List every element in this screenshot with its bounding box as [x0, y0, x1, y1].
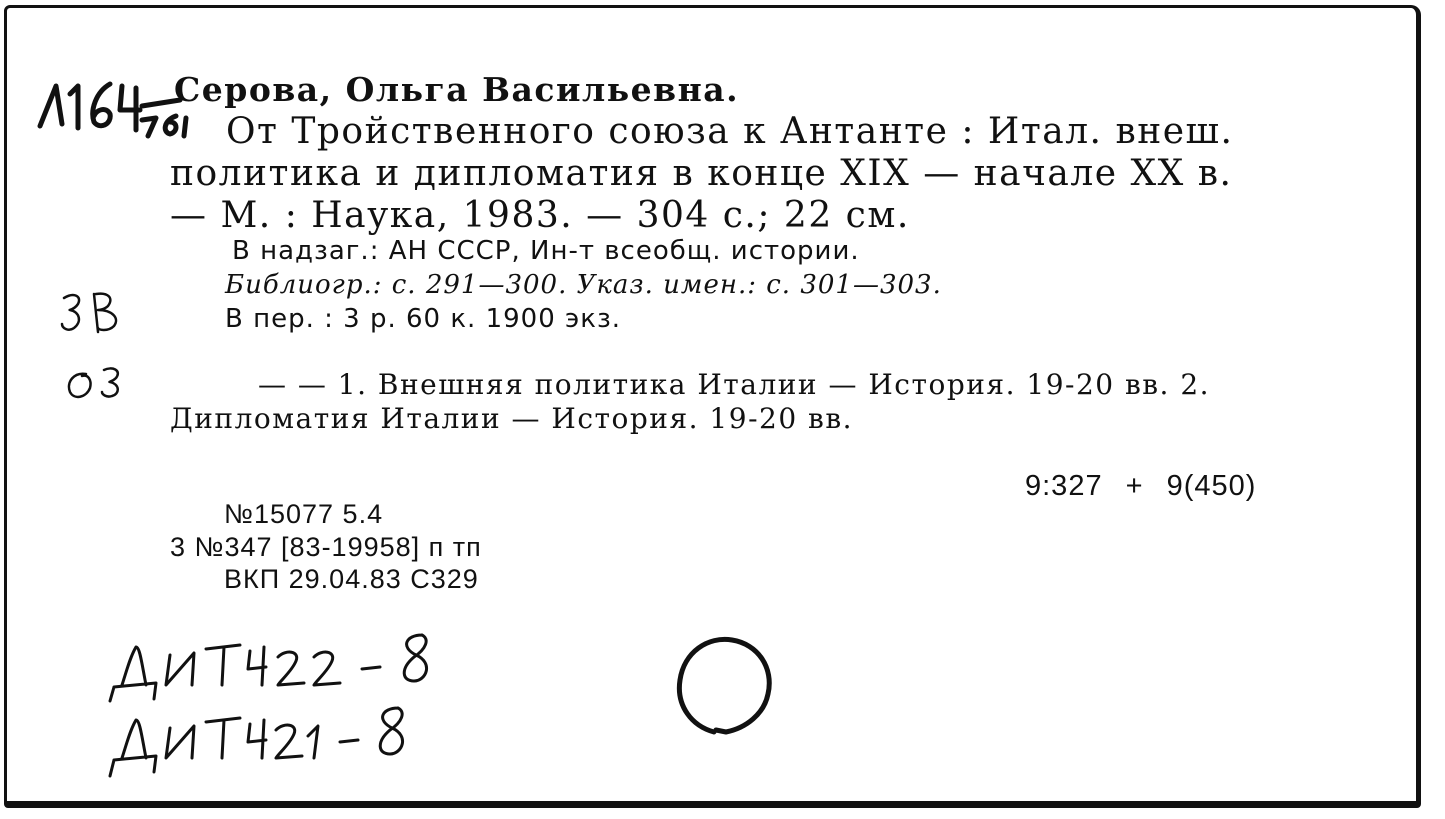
- title-line-3: — М. : Наука, 1983. — 304 с.; 22 см.: [170, 195, 910, 236]
- print-info-line-3: ВКП 29.04.83 С329: [224, 564, 479, 594]
- subject-line-1: — — 1. Внешняя политика Италии — История. 19-20 вв. 2.: [258, 368, 1211, 401]
- note-header: В надзаг.: АН СССР, Ин-т всеобщ. истории.: [232, 236, 860, 266]
- classification-index: 9:327 + 9(450): [1025, 470, 1257, 502]
- title-line-1: От Тройственного союза к Антанте : Итал. внеш.: [226, 111, 1234, 152]
- note-price: В пер. : 3 р. 60 к. 1900 экз.: [225, 304, 622, 334]
- print-info-line-1: №15077 5.4: [224, 499, 384, 529]
- note-bibliography: Библиогр.: с. 291—300. Указ. имен.: с. 301—303.: [225, 270, 942, 300]
- subject-line-2: Дипломатия Италии — История. 19-20 вв.: [170, 402, 853, 435]
- print-info-line-2: 3 №347 [83-19958] п тп: [170, 532, 482, 562]
- title-line-2: политика и дипломатия в конце XIX — начале XX в.: [170, 153, 1233, 194]
- author-heading: Серова, Ольга Васильевна.: [174, 70, 740, 109]
